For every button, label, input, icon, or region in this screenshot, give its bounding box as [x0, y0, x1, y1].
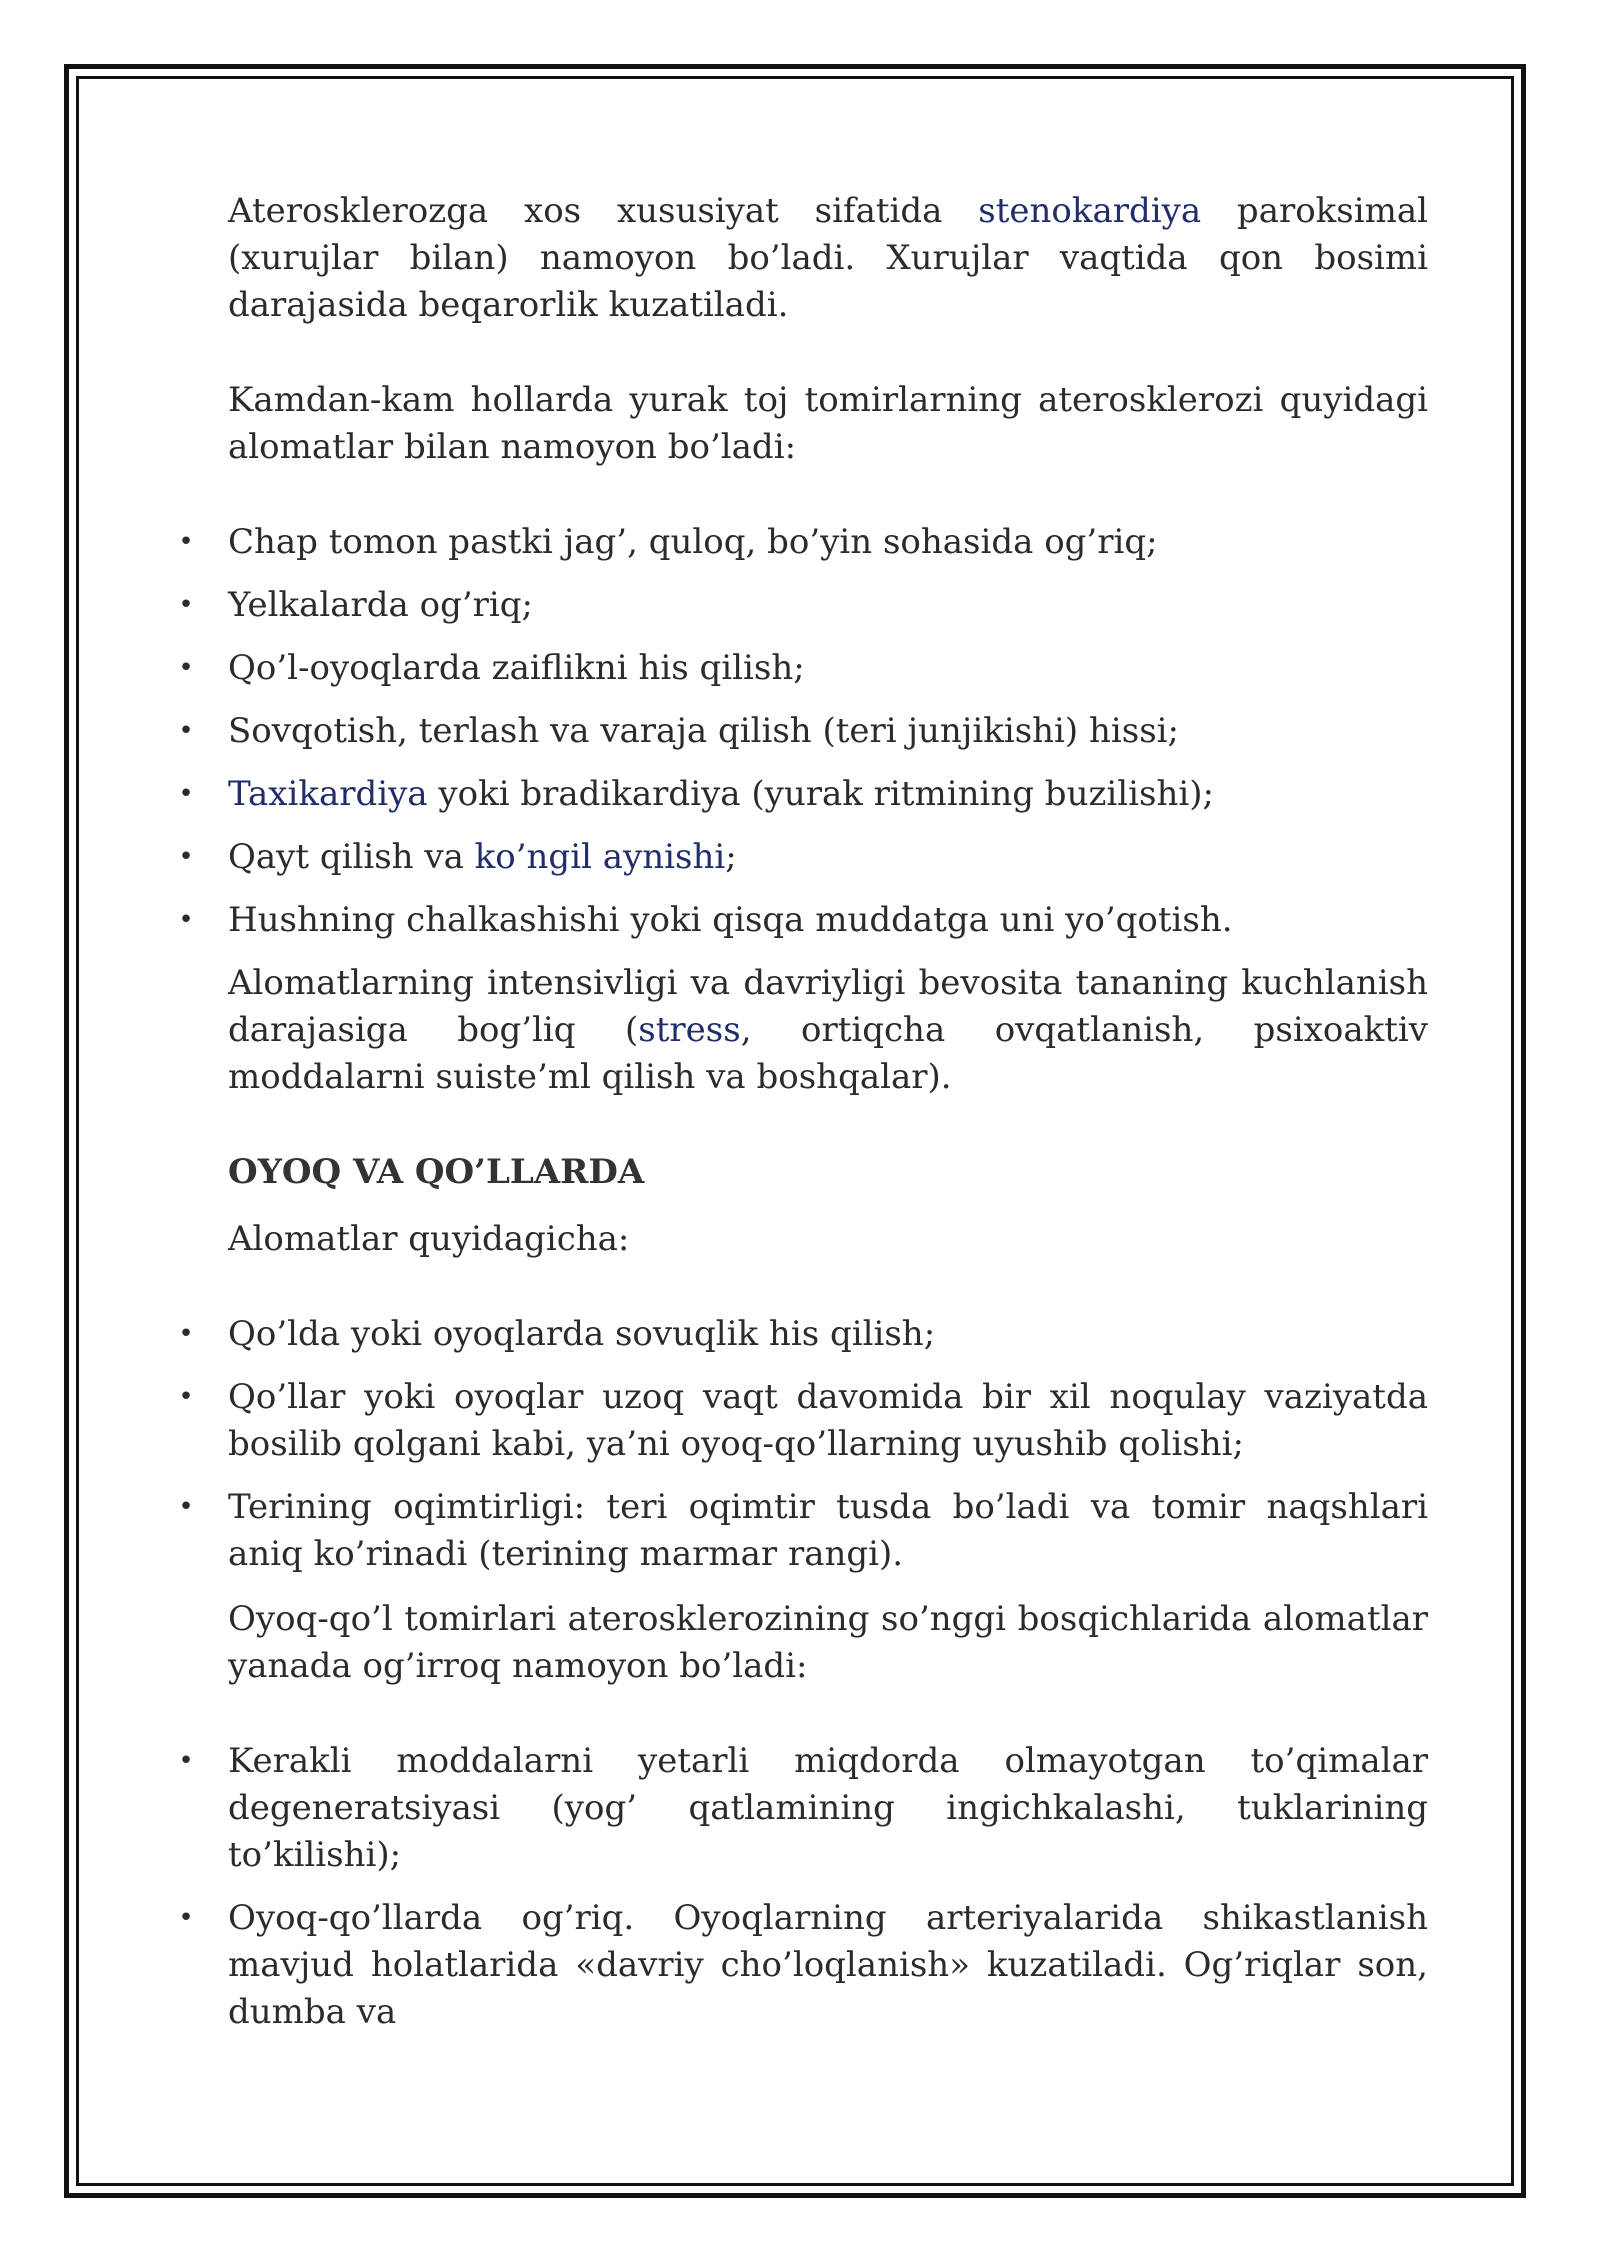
list-item [178, 708, 1428, 755]
bullet-icon: • [178, 1382, 194, 1412]
bullet-icon: • [178, 527, 194, 557]
intro-text-start: Aterosklerozga xos xususiyat sifatida [228, 191, 979, 231]
list-item [178, 771, 1428, 818]
section-heading: OYOQ VA QO’LLARDA [228, 1152, 645, 1192]
stenokardiya-link[interactable]: stenokardiya [978, 191, 1202, 231]
late-stage-symptoms-list [178, 1738, 1428, 2036]
list-item-text: Qayt qilish va [228, 837, 475, 877]
list-item-text: Kerakli moddalarni yetarli miqdorda olmayotgan to’qimalar degeneratsiyasi (yog’ qatlamining ingichkalashi, tuklarining to’kilishi); [228, 1741, 1428, 1875]
paragraph-text-end: , ortiqcha ovqatlanish, psixoaktiv moddalarni suiste’ml qilish va boshqalar). [228, 1010, 1428, 1097]
bullet-icon: • [178, 1319, 194, 1349]
list-item-text: yoki bradikardiya (yurak ritmining buzilishi); [427, 774, 1214, 814]
document-body [178, 188, 1428, 2052]
list-item [178, 834, 1428, 881]
list-item-text: Qo’lda yoki oyoqlarda sovuqlik his qilish; [228, 1314, 936, 1354]
late-stage-paragraph: Oyoq-qo’l tomirlari aterosklerozining so’nggi bosqichlarida alomatlar yanada og’irroq namoyon bo’ladi: [228, 1599, 1428, 1686]
list-item [178, 1311, 1428, 1358]
list-item [178, 1374, 1428, 1468]
bullet-icon: • [178, 1903, 194, 1933]
list-item-text: Terining oqimtirligi: teri oqimtir tusda bo’ladi va tomir naqshlari aniq ko’rinadi (terining marmar rangi). [228, 1487, 1428, 1574]
bullet-icon: • [178, 653, 194, 683]
list-item [178, 1895, 1428, 2036]
list-item-text: Sovqotish, terlash va varaja qilish (teri junjikishi) hissi; [228, 711, 1179, 751]
list-item-text: Oyoq-qo’llarda og’riq. Oyoqlarning arteriyalarida shikastlanish mavjud holatlarida «davriy cho’loqlanish» kuzatiladi. Og’riqlar son, dumba va [228, 1898, 1428, 2032]
section-intro: Alomatlar quyidagicha: [228, 1219, 630, 1259]
bullet-icon: • [178, 1492, 194, 1522]
bullet-icon: • [178, 716, 194, 746]
bullet-icon: • [178, 905, 194, 935]
limb-symptoms-list [178, 1311, 1428, 1578]
list-item [178, 1484, 1428, 1578]
coronary-symptoms-list [178, 519, 1428, 944]
list-item [178, 897, 1428, 944]
list-item-text: Qo’l-oyoqlarda zaiflikni his qilish; [228, 648, 805, 688]
list-item [178, 519, 1428, 566]
list-item-text: Hushning chalkashishi yoki qisqa muddatga uni yo’qotish. [228, 900, 1233, 940]
paragraph-text-start: Alomatlarning intensivligi va davriyligi bevosita tananing kuchlanish darajasiga bog’liq ( [228, 963, 1428, 1050]
bullet-icon: • [178, 590, 194, 620]
bullet-icon: • [178, 842, 194, 872]
taxikardiya-link[interactable]: Taxikardiya [228, 774, 428, 814]
kongil-aynishi-link[interactable]: ko’ngil aynishi [474, 837, 726, 877]
list-item [178, 645, 1428, 692]
list-item-text: ; [725, 837, 737, 877]
list-item [178, 582, 1428, 629]
symptom-intensity-paragraph [228, 960, 1428, 1101]
list-item-text: Chap tomon pastki jag’, quloq, bo’yin sohasida og’riq; [228, 522, 1158, 562]
list-item-text: Qo’llar yoki oyoqlar uzoq vaqt davomida bir xil noqulay vaziyatda bosilib qolgani kabi, ya’ni oyoq-qo’llarning uyushib qolishi; [228, 1377, 1428, 1464]
intro-text-end: paroksimal (xurujlar bilan) namoyon bo’ladi. Xurujlar vaqtida qon bosimi darajasida beqarorlik kuzatiladi. [228, 191, 1428, 325]
bullet-icon: • [178, 779, 194, 809]
bullet-icon: • [178, 1746, 194, 1776]
intro-paragraph [228, 188, 1428, 329]
coronary-symptoms-intro: Kamdan-kam hollarda yurak toj tomirlarning aterosklerozi quyidagi alomatlar bilan namoyon bo’ladi: [228, 380, 1428, 467]
list-item-text: Yelkalarda og’riq; [228, 585, 533, 625]
stress-link[interactable]: stress [638, 1010, 741, 1050]
list-item [178, 1738, 1428, 1879]
